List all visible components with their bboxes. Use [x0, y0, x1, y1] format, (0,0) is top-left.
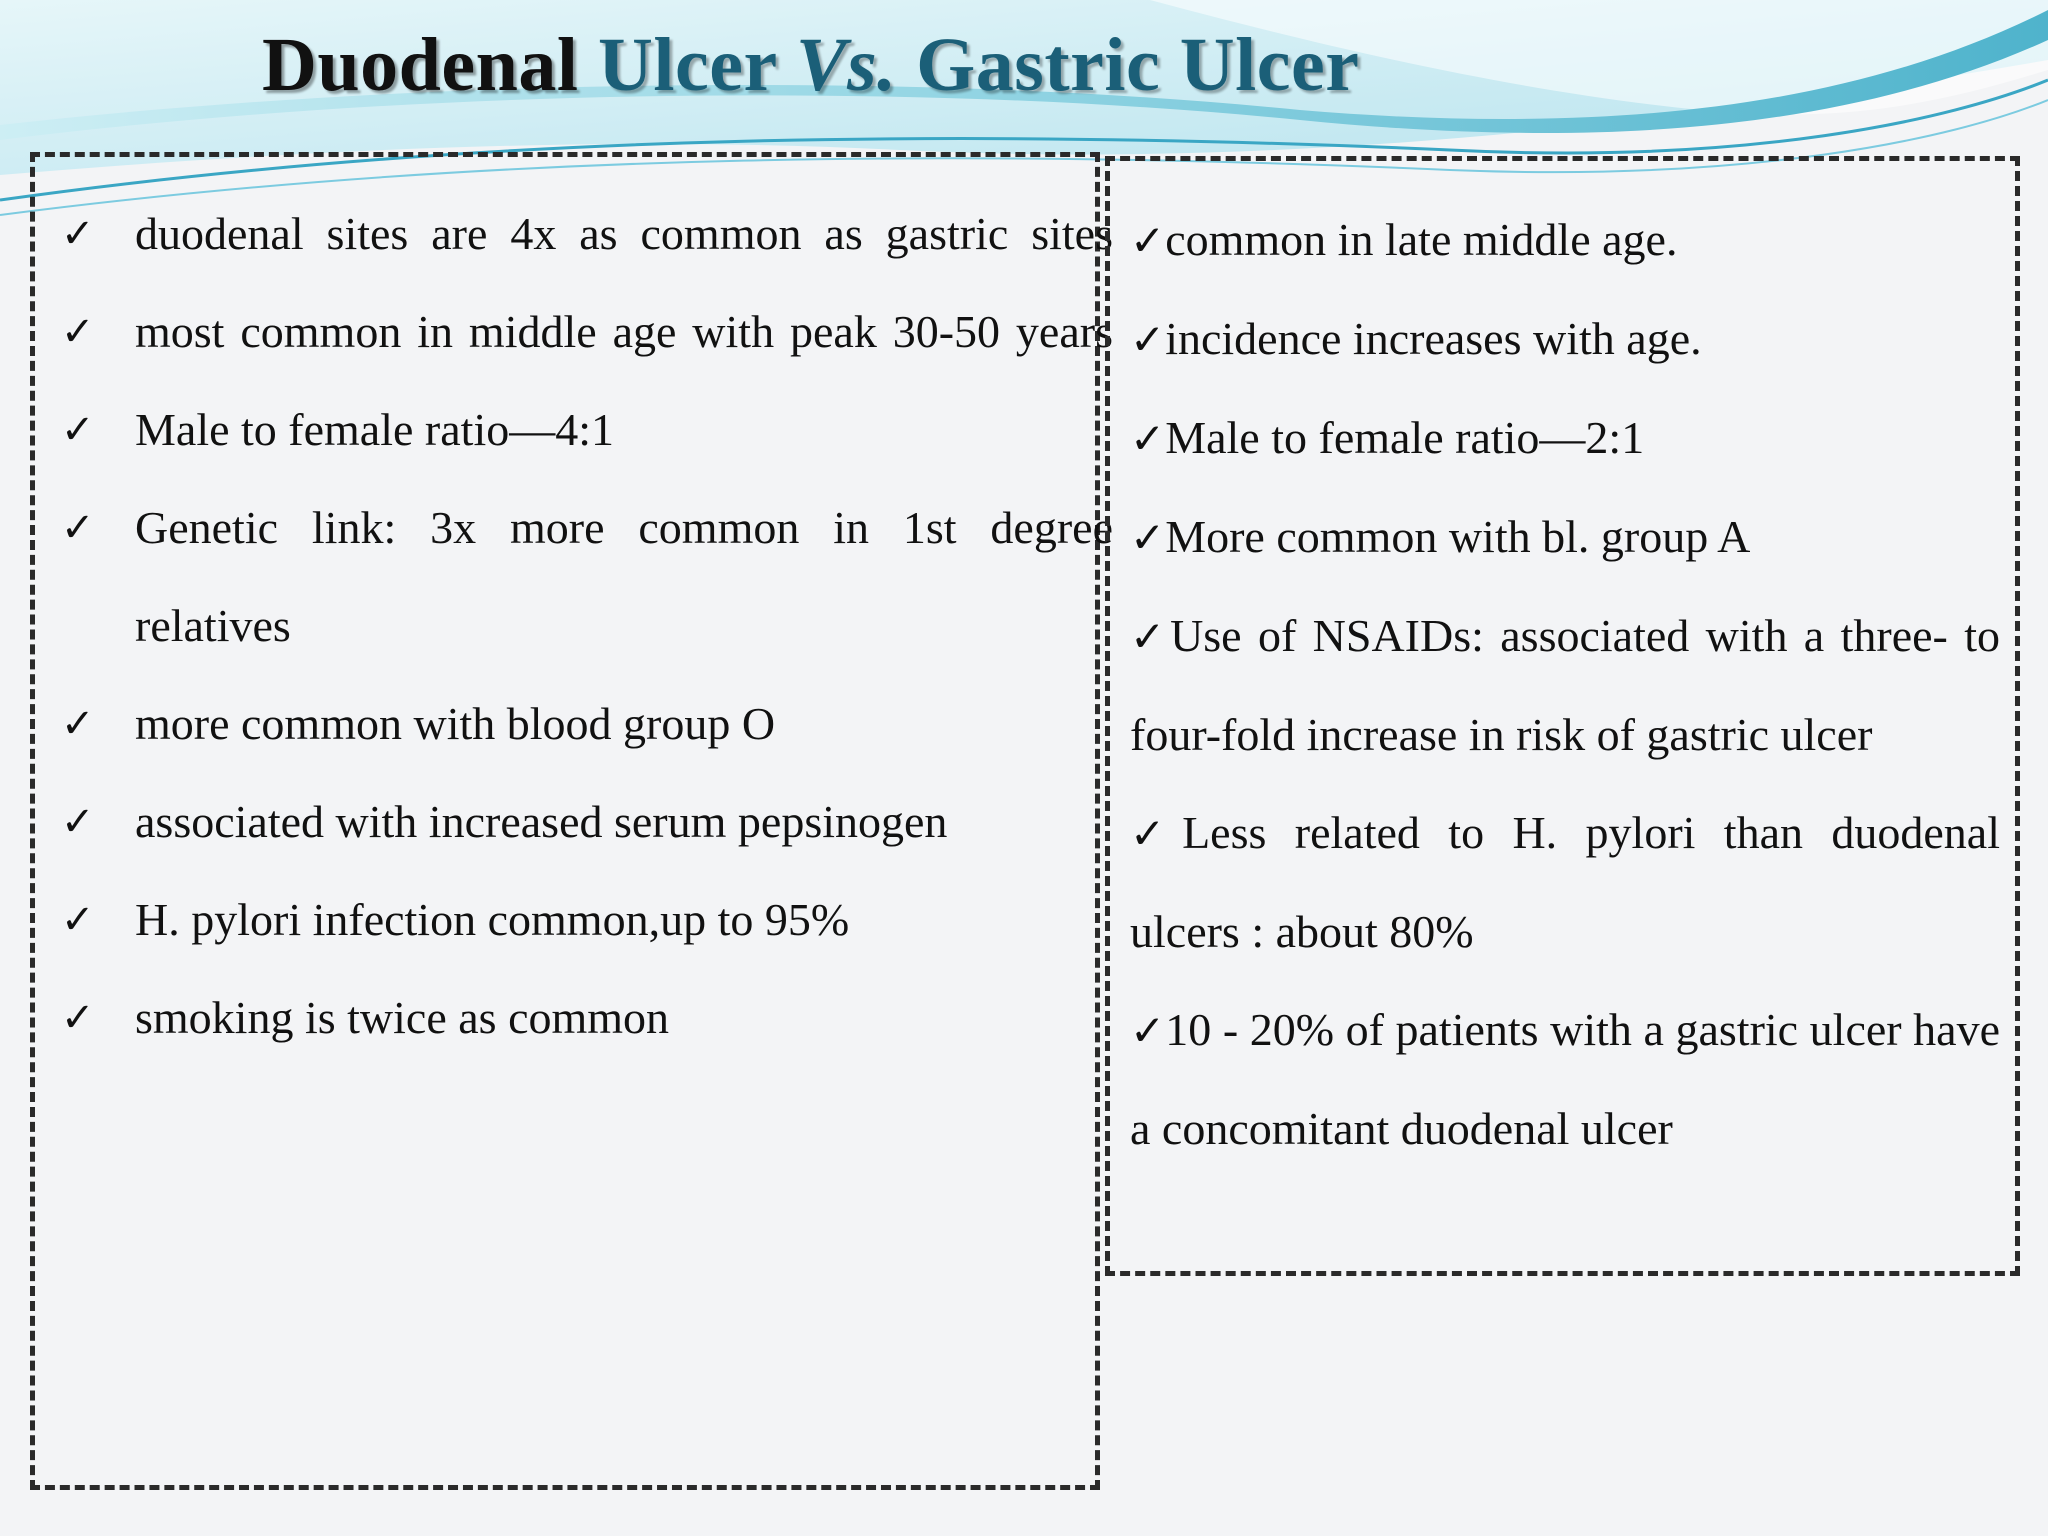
- list-item: ✓ smoking is twice as common: [53, 969, 1113, 1067]
- title-ulcer: Ulcer: [598, 23, 777, 107]
- list-item: ✓incidence increases with age.: [1130, 313, 1702, 364]
- check-icon: ✓: [1130, 612, 1171, 661]
- list-item: ✓Less related to H. pylori than duodenal ulcers : about 80%: [1130, 807, 2000, 957]
- slide-title: [262, 22, 1359, 109]
- list-item: ✓ associated with increased serum pepsinogen: [53, 773, 1113, 871]
- title-gastric-ulcer: Gastric Ulcer: [916, 23, 1360, 107]
- list-item: ✓ more common with blood group O: [53, 675, 1113, 773]
- check-icon: ✓: [1130, 809, 1183, 858]
- check-icon: ✓: [61, 407, 95, 453]
- check-icon: ✓: [61, 995, 95, 1041]
- list-item: ✓ Genetic link: 3x more common in 1st degree relatives: [53, 479, 1113, 675]
- list-item: ✓ most common in middle age with peak 30-50 years: [53, 283, 1113, 381]
- list-item: ✓10 - 20% of patients with a gastric ulcer have a concomitant duodenal ulcer: [1130, 1004, 2000, 1154]
- check-icon: ✓: [61, 799, 95, 845]
- list-item: ✓common in late middle age.: [1130, 214, 1678, 265]
- check-icon: ✓: [1130, 315, 1166, 364]
- check-icon: ✓: [61, 505, 95, 551]
- check-icon: ✓: [61, 211, 95, 257]
- check-icon: ✓: [61, 701, 95, 747]
- check-icon: ✓: [1130, 1006, 1166, 1055]
- check-icon: ✓: [1130, 216, 1166, 265]
- title-duodenal: Duodenal: [262, 23, 579, 107]
- list-item: ✓Male to female ratio—2:1: [1130, 412, 1645, 463]
- gastric-ulcer-panel: [1105, 156, 2020, 1276]
- list-item: ✓Use of NSAIDs: associated with a three- to four-fold increase in risk of gastric ulcer: [1130, 610, 2000, 760]
- duodenal-points-list: [53, 185, 1113, 1067]
- check-icon: ✓: [1130, 513, 1166, 562]
- list-item: ✓ H. pylori infection common,up to 95%: [53, 871, 1113, 969]
- list-item: ✓More common with bl. group A: [1130, 511, 1751, 562]
- duodenal-ulcer-panel: [30, 152, 1113, 1490]
- check-icon: ✓: [61, 897, 95, 943]
- gastric-points-list: [1130, 191, 2000, 1178]
- list-item: ✓ duodenal sites are 4x as common as gastric sites: [53, 185, 1113, 283]
- check-icon: ✓: [1130, 414, 1166, 463]
- list-item: ✓ Male to female ratio—4:1: [53, 381, 1113, 479]
- title-vs: Vs.: [795, 23, 897, 107]
- check-icon: ✓: [61, 309, 95, 355]
